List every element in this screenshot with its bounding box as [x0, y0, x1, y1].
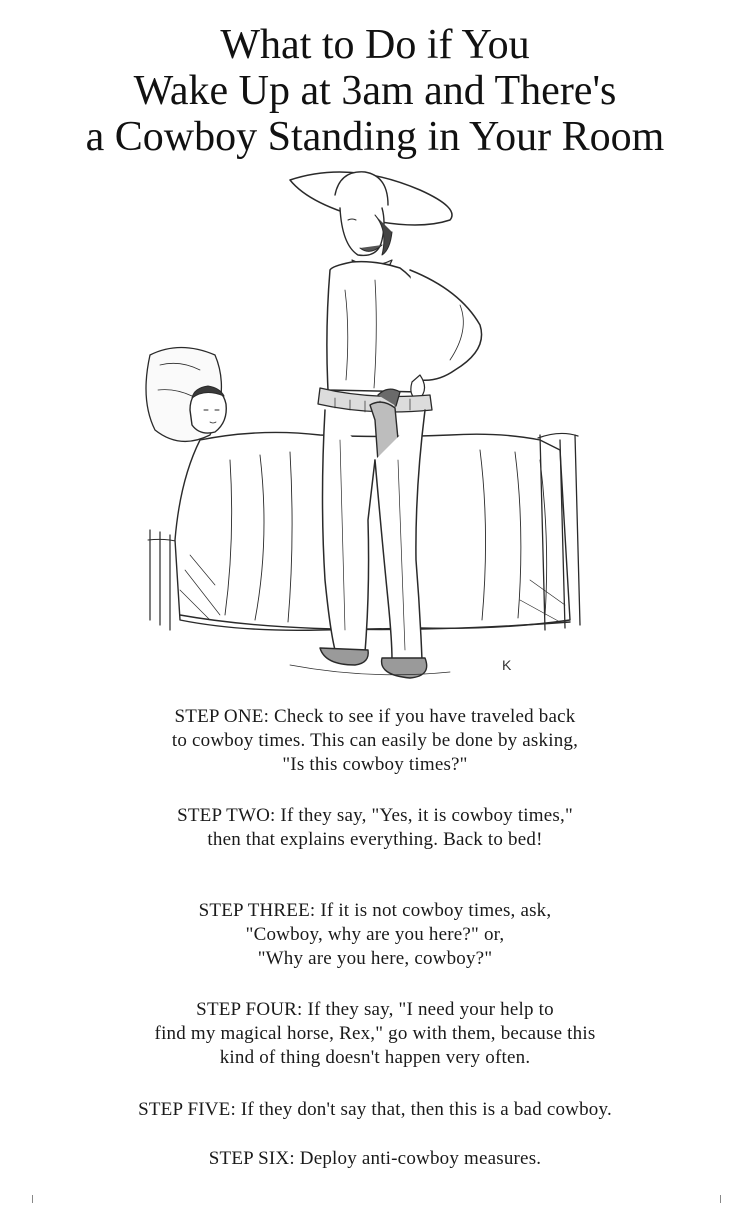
sleeping-person	[190, 386, 226, 433]
step-three-line-3: "Why are you here, cowboy?"	[257, 948, 493, 969]
step-one	[0, 705, 750, 777]
title-line-1: What to Do if You	[220, 22, 530, 68]
step-five	[0, 1098, 750, 1122]
step-five-line-1: STEP FIVE: If they don't say that, then this is a bad cowboy.	[138, 1099, 612, 1120]
step-six-line-1: STEP SIX: Deploy anti-cowboy measures.	[208, 1148, 542, 1169]
step-three	[0, 899, 750, 971]
step-four-line-1: STEP FOUR: If they say, "I need your help to	[196, 999, 554, 1020]
step-three-line-1: STEP THREE: If it is not cowboy times, ask,	[198, 900, 552, 921]
page-title	[0, 22, 750, 160]
step-one-line-1: STEP ONE: Check to see if you have traveled back	[174, 706, 576, 727]
artist-signature: K	[502, 657, 512, 673]
step-four	[0, 998, 750, 1070]
cowboy-illustration	[120, 160, 620, 700]
step-two-line-2: then that explains everything. Back to bed!	[207, 829, 543, 850]
step-one-line-2: to cowboy times. This can easily be done by asking,	[171, 730, 579, 751]
step-two	[0, 804, 750, 852]
step-one-line-3: "Is this cowboy times?"	[282, 754, 468, 775]
title-line-3: a Cowboy Standing in Your Room	[85, 114, 665, 160]
title-line-2: Wake Up at 3am and There's	[133, 68, 617, 114]
step-six	[0, 1147, 750, 1171]
step-four-line-3: kind of thing doesn't happen very often.	[219, 1047, 531, 1068]
step-three-line-2: "Cowboy, why are you here?" or,	[245, 924, 505, 945]
crop-mark-left	[32, 1195, 33, 1203]
step-two-line-1: STEP TWO: If they say, "Yes, it is cowboy times,"	[177, 805, 573, 826]
step-four-line-2: find my magical horse, Rex," go with them, because this	[154, 1023, 596, 1044]
crop-mark-right	[720, 1195, 721, 1203]
